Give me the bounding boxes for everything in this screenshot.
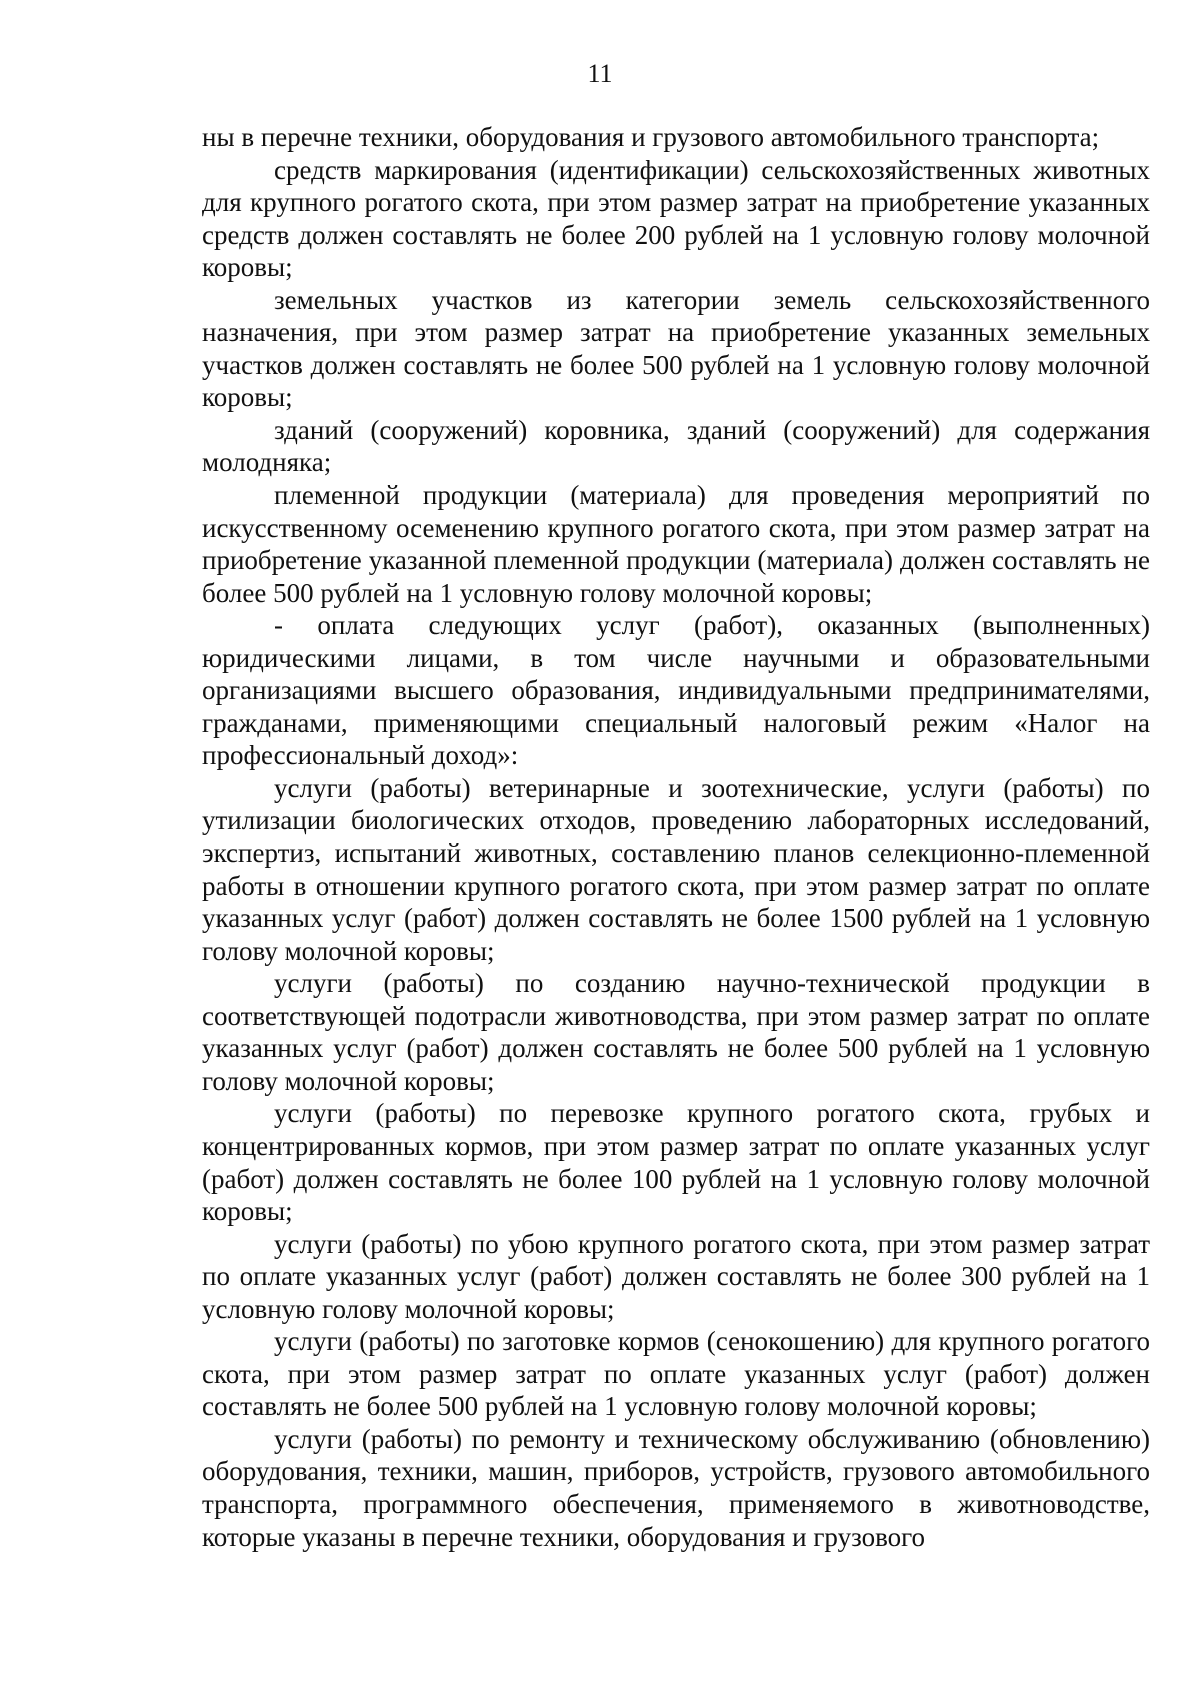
paragraph: услуги (работы) по заготовке кормов (сенокошению) для крупного рогатого скота, при этом размер затрат по оплате указанных услуг (работ) должен составлять не более 500 рублей на 1 условную голову молочной коровы; xyxy=(202,1326,1150,1422)
paragraph: земельных участков из категории земель сельскохозяйственного назначения, при этом размер затрат на приобретение указанных земельных участков должен составлять не более 500 рублей на 1 условную голову молочной коровы; xyxy=(202,284,1150,413)
paragraph: услуги (работы) по перевозке крупного рогатого скота, грубых и концентрированных кормов, при этом размер затрат по оплате указанных услуг (работ) должен составлять не более 100 рублей на 1 условную голову молочной коровы; xyxy=(202,1098,1150,1227)
paragraph: ны в перечне техники, оборудования и грузового автомобильного транспорта; xyxy=(202,122,1100,152)
paragraph: - оплата следующих услуг (работ), оказанных (выполненных) юридическими лицами, в том числе научными и образовательными организациями высшего образования, индивидуальными предпринимателями, гражданами, применяющими специальный налоговый режим «Налог на профессиональный доход»: xyxy=(202,610,1150,771)
paragraph: услуги (работы) по убою крупного рогатого скота, при этом размер затрат по оплате указанных услуг (работ) должен составлять не более 300 рублей на 1 условную голову молочной коровы; xyxy=(202,1228,1150,1324)
paragraph: услуги (работы) по ремонту и техническому обслуживанию (обновлению) оборудования, техники, машин, приборов, устройств, грузового автомобильного транспорта, программного обеспечения, применяемого в животноводстве, которые указаны в перечне техники, оборудования и грузового xyxy=(202,1423,1150,1552)
paragraph: племенной продукции (материала) для проведения мероприятий по искусственному осеменению крупного рогатого скота, при этом размер затрат на приобретение указанной племенной продукции (материала) должен составлять не более 500 рублей на 1 условную голову молочной коровы; xyxy=(202,480,1150,608)
paragraph: услуги (работы) ветеринарные и зоотехнические, услуги (работы) по утилизации биологических отходов, проведению лабораторных исследований, экспертиз, испытаний животных, составлению планов селекционно-племенной работы в отношении крупного рогатого скота, при этом размер затрат по оплате указанных услуг (работ) должен составлять не более 1500 рублей на 1 условную голову молочной коровы; xyxy=(202,772,1150,966)
document-body xyxy=(202,121,1150,1553)
page-number: 11 xyxy=(587,59,613,88)
paragraph: услуги (работы) по созданию научно-технической продукции в соответствующей подотрасли животноводства, при этом размер затрат по оплате указанных услуг (работ) должен составлять не более 500 рублей на 1 условную голову молочной коровы; xyxy=(202,968,1150,1096)
paragraph: средств маркирования (идентификации) сельскохозяйственных животных для крупного рогатого скота, при этом размер затрат на приобретение указанных средств должен составлять не более 200 рублей на 1 условную голову молочной коровы; xyxy=(202,154,1150,283)
paragraph: зданий (сооружений) коровника, зданий (сооружений) для содержания молодняка; xyxy=(202,414,1150,478)
